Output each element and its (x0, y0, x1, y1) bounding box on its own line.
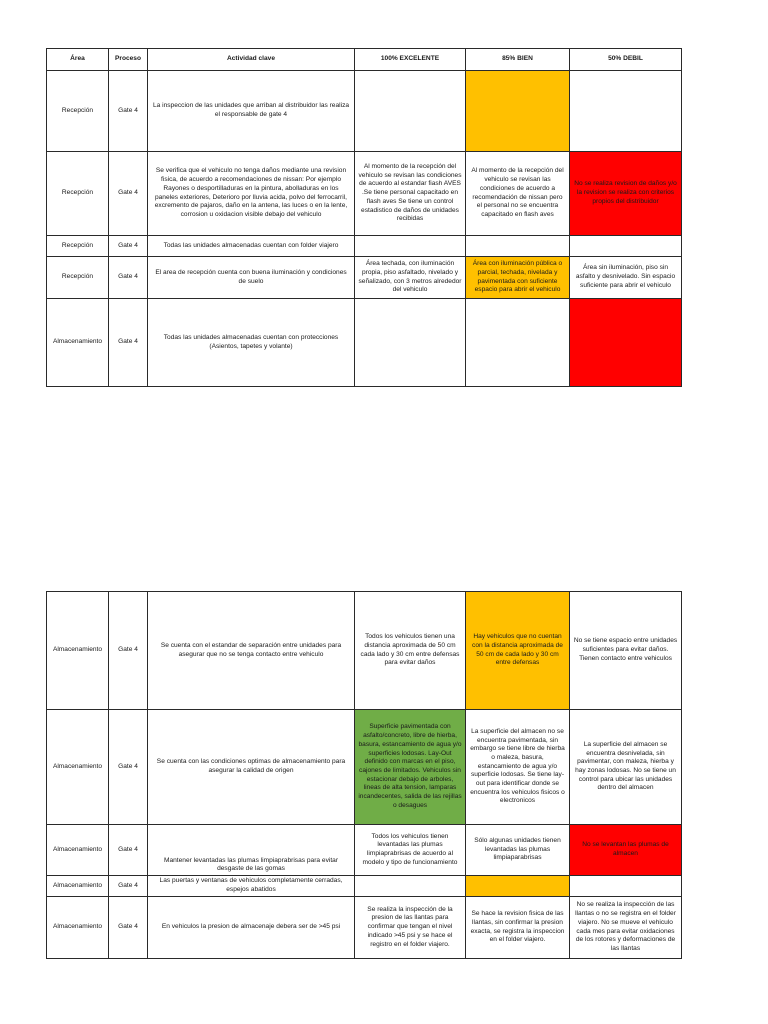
cell-area: Almacenamiento (47, 299, 109, 387)
table-row (47, 897, 682, 959)
evaluation-table-1 (46, 48, 682, 387)
cell-actividad: El area de recepción cuenta con buena iluminación y condiciones de suelo (148, 257, 355, 299)
table-row (47, 876, 682, 897)
cell-proceso: Gate 4 (109, 299, 148, 387)
cell-excelente: Al momento de la recepción del vehiculo se revisan las condiciones de acuerdo al estandar fiash AVES .Se tiene personal capacitado en flash aves Se tiene un control estadistico de daños de unidades recibidas (355, 152, 466, 236)
table-row (47, 257, 682, 299)
cell-proceso: Gate 4 (109, 897, 148, 959)
cell-bien: Al momento de la recepción del vehiculo se revisan las condiciones de acuerdo a recomendación de nissan pero el personal no se encuentra capacitado en flash aves (466, 152, 570, 236)
cell-proceso: Gate 4 (109, 592, 148, 710)
header-bien: 85% BIEN (466, 49, 570, 71)
table-row (47, 152, 682, 236)
cell-actividad: Se cuenta con el estandar de separación entre unidades para asegurar que no se tenga contacto entre vehiculo (148, 592, 355, 710)
cell-debil: Área sin iluminación, piso sin asfalto y desnivelado. Sin espacio suficiente para abrir el vehiculo (570, 257, 682, 299)
cell-proceso: Gate 4 (109, 825, 148, 876)
cell-actividad: La inspeccion de las unidades que arriban al distribuidor las realiza el responsable de gate 4 (148, 71, 355, 152)
cell-proceso: Gate 4 (109, 876, 148, 897)
cell-area: Almacenamiento (47, 897, 109, 959)
cell-debil (570, 236, 682, 257)
cell-debil: No se realiza la inspección de las llantas o no se registra en el folder viajero. No se mueve el vehiculo cada mes para evitar oxidaciones de los rotores y deformaciones de las llantas (570, 897, 682, 959)
table-row (47, 299, 682, 387)
cell-debil (570, 299, 682, 387)
cell-area: Recepción (47, 71, 109, 152)
cell-proceso: Gate 4 (109, 71, 148, 152)
cell-area: Almacenamiento (47, 876, 109, 897)
cell-excelente: Superficie pavimentada con asfalto/concreto, libre de hierba, basura, estancamiento de agua y/o superficies lodosas. Lay-Out definido con marcas en el piso, cajones de limitados. Vehiculos sin estacionar debajo de arboles, lineas de alta tension, lamparas incandecentes, salida de las rejillas o desagues (355, 710, 466, 825)
table-row (47, 825, 682, 876)
cell-bien (466, 876, 570, 897)
table-row (47, 236, 682, 257)
cell-actividad: Mantener levantadas las plumas limpiaprabrisas para evitar desgaste de las gomas (148, 825, 355, 876)
cell-debil: La superficie del almacen se encuentra desnivelada, sin pavimentar, con maleza, hierba y hay zonas lodosas. No se tiene un control para ubicar las unidades dentro del almacen (570, 710, 682, 825)
cell-bien: Hay vehiculos que no cuentan con la distancia aproximada de 50 cm de cada lado y 30 cm entre defensas (466, 592, 570, 710)
cell-area: Recepción (47, 257, 109, 299)
cell-area: Recepción (47, 152, 109, 236)
cell-bien: Área con iluminación pública o parcial, techada, nivelada y pavimentada con suficiente espacio para abrir el vehiculo (466, 257, 570, 299)
table-row (47, 710, 682, 825)
cell-excelente (355, 71, 466, 152)
header-debil: 50% DEBIL (570, 49, 682, 71)
cell-debil: No se tiene espacio entre unidades suficientes para evitar daños. Tienen contacto entre vehiculos (570, 592, 682, 710)
cell-excelente: Área techada, con iluminación propia, piso asfaltado, nivelado y señalizado, con 3 metros alrededor del vehiculo (355, 257, 466, 299)
cell-actividad: Se verifica que el vehiculo no tenga daños mediante una revision fisica, de acuerdo a recomendaciones de nissan: Por ejemplo Rayones o desportilladuras en la pintura, abolladuras en los paneles exteriores, Deterioro por lluvia acida, polvo del ferrocarril, excremento de pajaros, daño en la antena, las luces o en la lente, corrosion u oxidacion visible debajo del vehiculo (148, 152, 355, 236)
cell-actividad: Las puertas y ventanas de vehiculos completamente cerradas, espejos abatidos (148, 876, 355, 897)
cell-proceso: Gate 4 (109, 257, 148, 299)
cell-excelente: Todos los vehiculos tienen una distancia aproximada de 50 cm cada lado y 30 cm entre defensas para evitar daños (355, 592, 466, 710)
cell-area: Recepción (47, 236, 109, 257)
cell-area: Almacenamiento (47, 592, 109, 710)
cell-bien: Sólo algunas unidades tienen levantadas las plumas limpiaparabrisas (466, 825, 570, 876)
header-actividad: Actividad clave (148, 49, 355, 71)
cell-debil: No se levantan las plumas de almacen (570, 825, 682, 876)
cell-excelente (355, 299, 466, 387)
header-proceso: Proceso (109, 49, 148, 71)
cell-actividad: Todas las unidades almacenadas cuentan con folder viajero (148, 236, 355, 257)
table-row (47, 71, 682, 152)
cell-excelente: Todos los vehiculos tienen levantadas las plumas limpiaprabrisas de acuerdo al modelo y tipo de funcionamiento (355, 825, 466, 876)
table-row (47, 592, 682, 710)
header-excelente: 100% EXCELENTE (355, 49, 466, 71)
cell-debil (570, 876, 682, 897)
cell-debil: No se realiza revision de daños y/o la revision se realiza con criterios propios del distribuidor (570, 152, 682, 236)
cell-excelente (355, 876, 466, 897)
cell-bien: Se hace la revision fisica de las llantas, sin confirmar la presion exacta, se registra la inspeccion en el folder viajero. (466, 897, 570, 959)
cell-actividad: Todas las unidades almacenadas cuentan con protecciones (Asientos, tapetes y volante) (148, 299, 355, 387)
cell-area: Almacenamiento (47, 710, 109, 825)
cell-proceso: Gate 4 (109, 236, 148, 257)
cell-bien (466, 71, 570, 152)
cell-excelente: Se realiza la inspección de la presion de las llantas para confirmar que tengan el nivel indicado >45 psi y se hace el registro en el folder viajero. (355, 897, 466, 959)
cell-proceso: Gate 4 (109, 710, 148, 825)
cell-actividad: Se cuenta con las condiciones optimas de almacenamiento para asegurar la calidad de origen (148, 710, 355, 825)
cell-actividad: En vehiculos la presion de almacenaje debera ser de >45 psi (148, 897, 355, 959)
header-row (47, 49, 682, 71)
cell-debil (570, 71, 682, 152)
cell-bien: La superficie del almacen no se encuentra pavimentada, sin embargo se tiene libre de hierba o maleza, basura, estancamiento de agua y/o superficie lodosas. Se tiene lay-out para identificar donde se encuentra los vehiculos fisicos o electronicos (466, 710, 570, 825)
cell-proceso: Gate 4 (109, 152, 148, 236)
cell-area: Almacenamiento (47, 825, 109, 876)
evaluation-table-2 (46, 591, 682, 959)
header-area: Área (47, 49, 109, 71)
cell-bien (466, 236, 570, 257)
cell-bien (466, 299, 570, 387)
cell-excelente (355, 236, 466, 257)
